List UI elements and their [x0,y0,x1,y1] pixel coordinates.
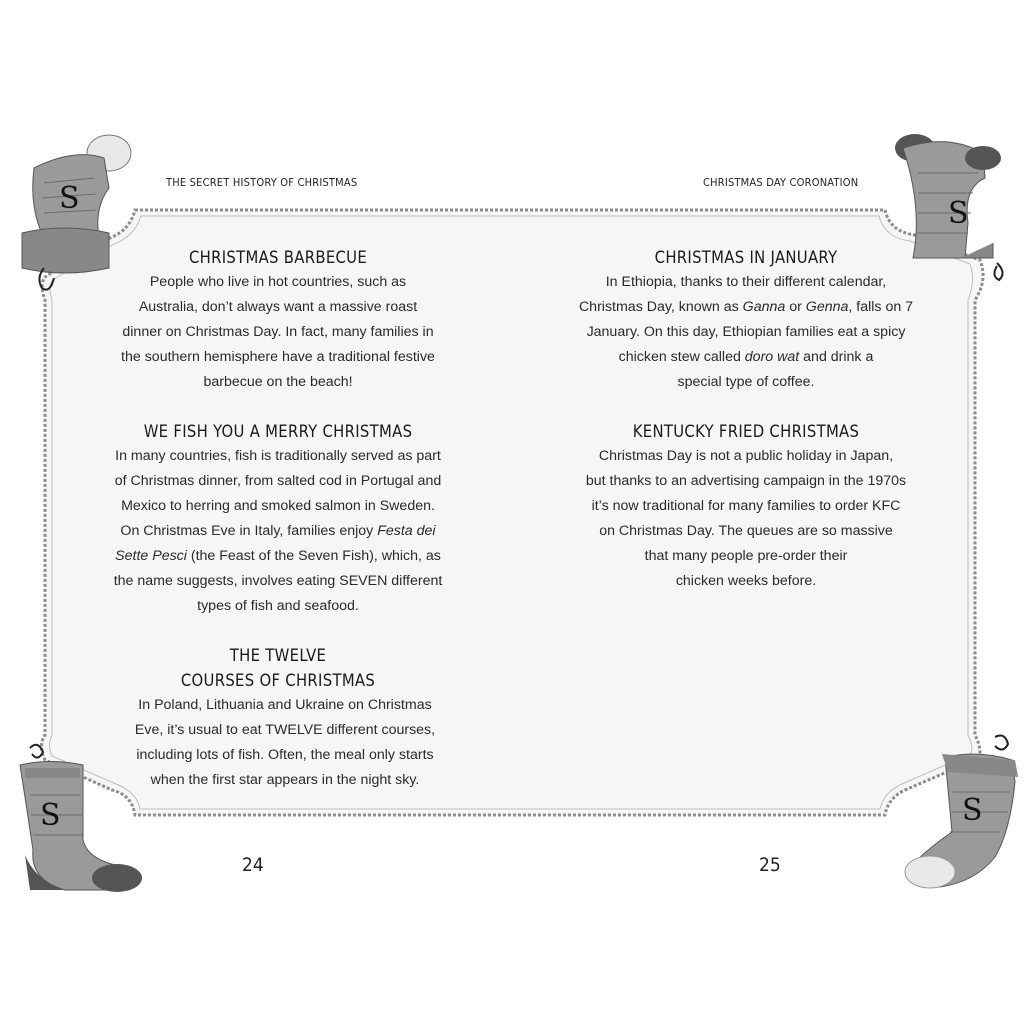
text-run: or [785,299,806,315]
italic-term: doro wat [744,349,800,365]
section-heading-line: THE TWELVE [229,646,327,665]
section-body [93,270,463,395]
italic-term: Festa dei [377,523,436,539]
text-line [93,544,463,569]
text-line: types of fish and seafood. [197,598,359,614]
left-page-column [93,245,463,817]
section-heading: CHRISTMAS BARBECUE [188,248,368,267]
text-line: but thanks to an advertising campaign in the 1970s [585,473,907,489]
section-heading: WE FISH YOU A MERRY CHRISTMAS [143,422,413,441]
section-kentucky-fried-christmas [561,419,931,594]
text-line: chicken weeks before. [675,573,817,589]
italic-term: Sette Pesci [115,548,187,564]
section-body [93,444,463,619]
text-run: Christmas Day, known as [578,299,743,315]
text-line: of Christmas dinner, from salted cod in Portugal and [114,473,442,489]
sock-bottom-right-illustration [900,732,1025,897]
section-heading: KENTUCKY FRIED CHRISTMAS [632,422,860,441]
text-line: special type of coffee. [677,374,815,390]
text-line: In Ethiopia, thanks to their different calendar, [605,274,887,290]
section-body [93,693,463,793]
section-heading: CHRISTMAS IN JANUARY [654,248,838,267]
right-running-head: CHRISTMAS DAY CORONATION [703,176,859,189]
text-line: that many people pre-order their [644,548,848,564]
text-run: , falls on 7 [848,299,914,315]
text-line: In Poland, Lithuania and Ukraine on Christmas [138,697,432,713]
text-line: Australia, don’t always want a massive roast [138,299,418,315]
text-line: January. On this day, Ethiopian families eat a spicy [586,324,906,340]
text-line: Eve, it’s usual to eat TWELVE different courses, [134,722,436,738]
text-run: chicken stew called [618,349,745,365]
text-run: (the Feast of the Seven Fish), which, as [186,548,441,564]
section-twelve-courses [93,643,463,793]
text-line: on Christmas Day. The queues are so massive [599,523,893,539]
section-we-fish-you [93,419,463,619]
italic-term: Genna [805,299,849,315]
sock-letter: S [59,181,80,216]
text-line: when the first star appears in the night sky. [150,772,420,788]
section-christmas-barbecue [93,245,463,395]
section-heading-line: COURSES OF CHRISTMAS [180,671,376,690]
text-line: People who live in hot countries, such as [149,274,407,290]
text-run: On Christmas Eve in Italy, families enjoy [120,523,378,539]
section-body [561,270,931,395]
text-line: Mexico to herring and smoked salmon in Sweden. [121,498,435,514]
sock-letter: S [948,196,969,231]
left-running-head: THE SECRET HISTORY OF CHRISTMAS [166,176,358,189]
text-line: including lots of fish. Often, the meal only starts [136,747,434,763]
text-line [93,519,463,544]
text-line [561,345,931,370]
section-christmas-in-january [561,245,931,395]
sock-letter: S [962,793,983,828]
text-line: Christmas Day is not a public holiday in Japan, [598,448,894,464]
text-line [561,295,931,320]
sock-letter: S [40,798,61,833]
text-line: barbecue on the beach! [203,374,353,390]
right-page-number: 25 [759,854,781,876]
text-run: and drink a [799,349,874,365]
text-line: the southern hemisphere have a traditional festive [121,349,435,365]
text-line: dinner on Christmas Day. In fact, many families in [122,324,434,340]
left-page-number: 24 [242,854,264,876]
text-line: it’s now traditional for many families to order KFC [591,498,901,514]
italic-term: Ganna [742,299,786,315]
section-body [561,444,931,594]
text-line: In many countries, fish is traditionally served as part [115,448,441,464]
text-line: the name suggests, involves eating SEVEN different [113,573,443,589]
right-page-column [561,245,931,618]
